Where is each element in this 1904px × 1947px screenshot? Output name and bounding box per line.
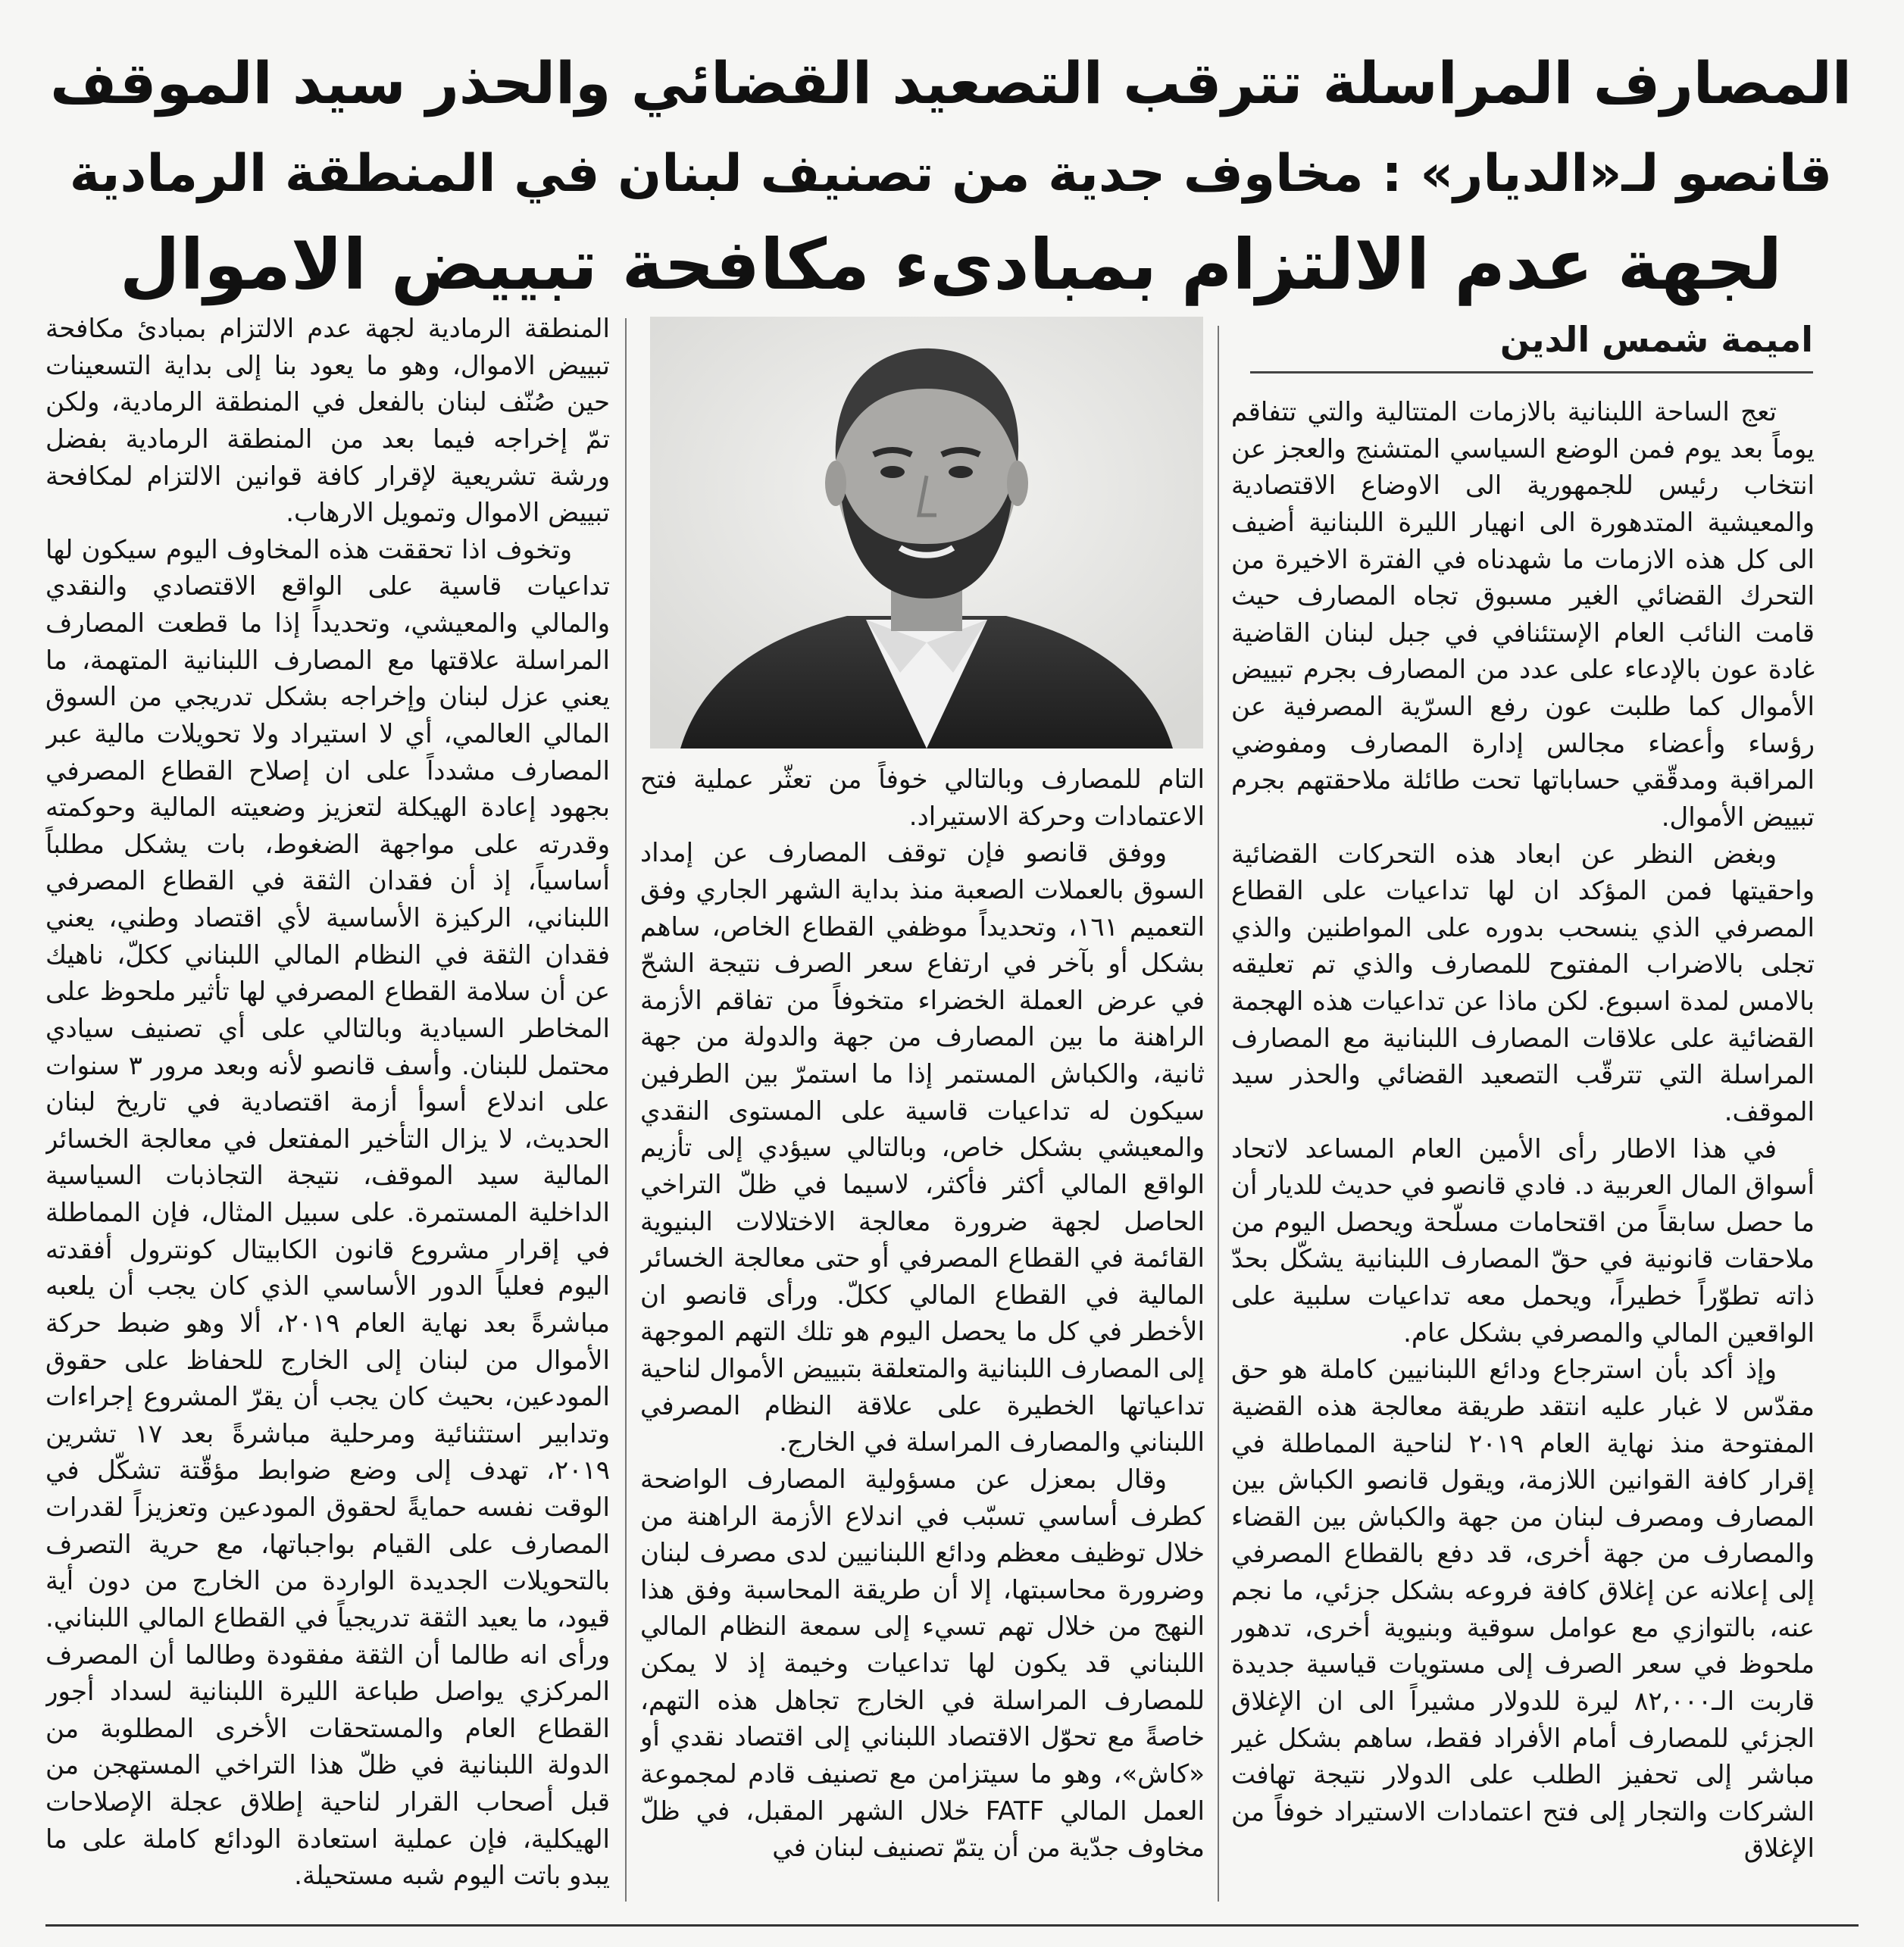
paragraph: تعج الساحة اللبنانية بالازمات المتتالية والتي تتفاقم يوماً بعد يوم فمن الوضع السياسي المتشنج والعجز عن انتخاب رئيس للجمهورية الى الاوضاع الاقتصادية والمعيشية المتدهورة الى انهيار الليرة اللبنانية أضيف الى كل هذه الازمات ما شهدناه في الفترة الاخيرة من التحرك القضائي الغير مسبوق تجاه المصارف حيث قامت النائب العام الإستئنافي في جبل لبنان القاضية غادة عون بالإدعاء على عدد من المصارف بجرم تبييض الأموال كما طلبت عون رفع السرّية المصرفية عن رؤساء وأعضاء مجالس إدارة المصارف ومفوضي المراقبة ومدقّقي حساباتها تحت طائلة ملاحقتهم بجرم تبييض الأموال. <box>1231 397 1815 833</box>
author-byline: اميمة شمس الدين <box>1499 319 1813 360</box>
portrait-photo <box>650 317 1203 748</box>
headline-line-3: لجهة عدم الالتزام بمبادىء مكافحة تبييض الاموال <box>119 224 1783 305</box>
paragraph: ووفق قانصو فإن توقف المصارف عن إمداد السوق بالعملات الصعبة منذ بداية الشهر الجاري وفق التعميم ١٦١، وتحديداً موظفي القطاع الخاص، ساهم بشكل أو بآخر في ارتفاع سعر الصرف نتيجة الشحّ في عرض العملة الخضراء متخوفاً من تفاقم الأزمة الراهنة ما بين المصارف من جهة والدولة من جهة ثانية، والكباش المستمر إذا ما استمرّ بين الطرفين سيكون له تداعيات قاسية على المستوى النقدي والمعيشي بشكل خاص، وبالتالي سيؤدي إلى تأزيم الواقع المالي أكثر فأكثر، لاسيما في ظلّ التراخي الحاصل لجهة ضرورة معالجة الاختلالات البنيوية القائمة في القطاع المصرفي أو حتى معالجة الخسائر المالية في القطاع المالي ككلّ. ورأى قانصو ان الأخطر في كل ما يحصل اليوم هو تلك التهم الموجهة إلى المصارف اللبنانية والمتعلقة بتبييض الأموال لناحية تداعياتها الخطيرة على علاقة النظام المصرفي اللبناني والمصارف المراسلة في الخارج. <box>640 838 1205 1458</box>
page-bottom-rule <box>45 1924 1859 1927</box>
article-column-left <box>45 311 610 1902</box>
paragraph: وقال بمعزل عن مسؤولية المصارف الواضحة كطرف أساسي تسبّب في اندلاع الأزمة الراهنة من خلال توظيف معظم ودائع اللبنانيين لدى مصرف لبنان وضرورة محاسبتها، إلا أن طريقة المحاسبة وفق هذا النهج من خلال تهم تسيء إلى سمعة النظام المالي اللبناني قد يكون لها تداعيات وخيمة إذ لا يمكن للمصارف المراسلة في الخارج تجاهل هذه التهم، خاصةً مع تحوّل الاقتصاد اللبناني إلى اقتصاد نقدي أو «كاش»، وهو ما سيتزامن مع تصنيف قادم لمجموعة العمل المالي FATF خلال الشهر المقبل، في ظلّ مخاوف جدّية من أن يتمّ تصنيف لبنان في <box>640 1464 1205 1864</box>
paragraph: وإذ أكد بأن استرجاع ودائع اللبنانيين كاملة هو حق مقدّس لا غبار عليه انتقد طريقة معالجة هذه القضية المفتوحة منذ نهاية العام ٢٠١٩ لناحية المماطلة في إقرار كافة القوانين اللازمة، ويقول قانصو الكباش بين المصارف ومصرف لبنان من جهة والكباش بين القضاء والمصارف من جهة أخرى، قد دفع بالقطاع المصرفي إلى إعلانه عن إغلاق كافة فروعه بشكل جزئي، ما نجم عنه، بالتوازي مع عوامل سوقية وبنيوية أخرى، تدهور ملحوظ في سعر الصرف إلى مستويات قياسية جديدة قاربت الـ٨٢,٠٠٠ ليرة للدولار مشيراً الى ان الإغلاق الجزئي للمصارف أمام الأفراد فقط، ساهم بشكل غير مباشر إلى تحفيز الطلب على الدولار نتيجة تهافت الشركات والتجار إلى فتح اعتمادات الاستيراد خوفاً من الإغلاق <box>1231 1355 1815 1864</box>
headline-line-2: قانصو لـ«الديار» : مخاوف جدية من تصنيف لبنان في المنطقة الرمادية <box>69 144 1833 204</box>
paragraph: التام للمصارف وبالتالي خوفاً من تعثّر عملية فتح الاعتمادات وحركة الاستيراد. <box>640 764 1205 832</box>
headline-line-1: المصارف المراسلة تترقب التصعيد القضائي والحذر سيد الموقف <box>50 49 1852 117</box>
column-divider <box>1218 326 1219 1902</box>
article-column-middle <box>640 761 1205 1902</box>
article-column-right <box>1231 394 1815 1902</box>
paragraph: في هذا الاطار رأى الأمين العام المساعد لاتحاد أسواق المال العربية د. فادي قانصو في حديث للديار أن ما حصل سابقاً من اقتحامات مسلّحة ويحصل اليوم من ملاحقات قانونية في حقّ المصارف اللبنانية يشكّل بحدّ ذاته تطوّراً خطيراً، ويحمل معه تداعيات سلبية على الواقعين المالي والمصرفي بشكل عام. <box>1231 1133 1815 1349</box>
portrait-photo-icon <box>650 317 1203 748</box>
byline-rule <box>1250 371 1813 373</box>
column-divider <box>625 318 627 1902</box>
paragraph: المنطقة الرمادية لجهة عدم الالتزام بمبادئ مكافحة تبييض الاموال، وهو ما يعود بنا إلى بداية التسعينات حين صُنّف لبنان بالفعل في المنطقة الرمادية، ولكن تمّ إخراجه فيما بعد من المنطقة الرمادية بفضل ورشة تشريعية لإقرار كافة قوانين الالتزام لمكافحة تبييض الاموال وتمويل الارهاب. <box>45 314 610 529</box>
paragraph: وتخوف اذا تحققت هذه المخاوف اليوم سيكون لها تداعيات قاسية على الواقع الاقتصادي والنقدي والمالي والمعيشي، وتحديداً إذا ما قطعت المصارف المراسلة علاقتها مع المصارف اللبنانية المتهمة، ما يعني عزل لبنان وإخراجه بشكل تدريجي من السوق المالي العالمي، أي لا استيراد ولا تحويلات مالية عبر المصارف مشدداً على ان إصلاح القطاع المصرفي بجهود إعادة الهيكلة لتعزيز وضعيته المالية وحوكمته وقدرته على مواجهة الضغوط، بات يشكل مطلباً أساسياً، إذ أن فقدان الثقة في القطاع المصرفي اللبناني، الركيزة الأساسية لأي اقتصاد وطني، يعني فقدان الثقة في النظام المالي اللبناني ككلّ، ناهيك عن أن سلامة القطاع المصرفي لها تأثير ملحوظ على المخاطر السيادية وبالتالي على أي تصنيف سيادي محتمل للبنان. وأسف قانصو لأنه وبعد مرور ٣ سنوات على اندلاع أسوأ أزمة اقتصادية في تاريخ لبنان الحديث، لا يزال التأخير المفتعل في معالجة الخسائر المالية سيد الموقف، نتيجة التجاذبات السياسية الداخلية المستمرة. على سبيل المثال، فإن المماطلة في إقرار مشروع قانون الكابيتال كونترول أفقدته اليوم فعلياً الدور الأساسي الذي كان يجب أن يلعبه مباشرةً بعد نهاية العام ٢٠١٩، ألا وهو ضبط حركة الأموال من لبنان إلى الخارج للحفاظ على حقوق المودعين، بحيث كان يجب أن يقرّ المشروع إجراءات وتدابير استثنائية ومرحلية مباشرةً بعد ١٧ تشرين ٢٠١٩، تهدف إلى وضع ضوابط مؤقّتة تشكّل في الوقت نفسه حمايةً لحقوق المودعين وتعزيزاً لقدرات المصارف على القيام بواجباتها، مع حرية التصرف بالتحويلات الجديدة الواردة من الخارج من دون أية قيود، ما يعيد الثقة تدريجياً في القطاع المالي اللبناني. ورأى انه طالما أن الثقة مفقودة وطالما أن المصرف المركزي يواصل طباعة الليرة اللبنانية لسداد أجور القطاع العام والمستحقات الأخرى المطلوبة من الدولة اللبنانية في ظلّ هذا التراخي المستهجن من قبل أصحاب القرار لناحية إطلاق عجلة الإصلاحات الهيكلية، فإن عملية استعادة الودائع كاملة على ما يبدو باتت اليوم شبه مستحيلة. <box>45 534 610 1892</box>
paragraph: وبغض النظر عن ابعاد هذه التحركات القضائية واحقيتها فمن المؤكد ان لها تداعيات على القطاع المصرفي الذي ينسحب بدوره على المواطنين والذي تجلى بالاضراب المفتوح للمصارف والذي تم تعليقه بالامس لمدة اسبوع. لكن ماذا عن تداعيات هذه الهجمة القضائية على علاقات المصارف اللبنانية مع المصارف المراسلة التي تترقّب التصعيد القضائي والحذر سيد الموقف. <box>1231 839 1815 1127</box>
